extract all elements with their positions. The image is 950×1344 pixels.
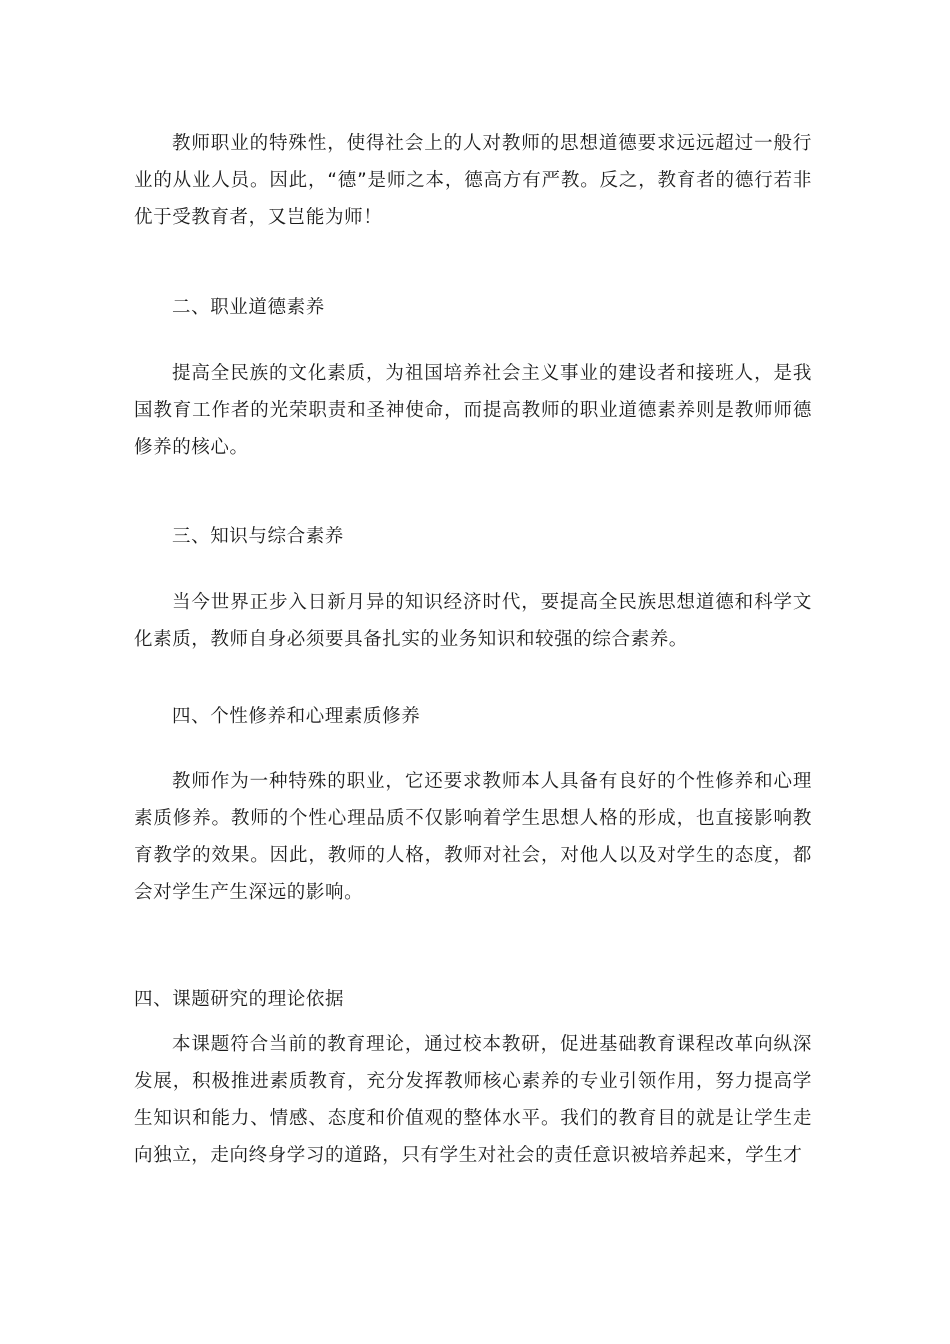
heading-personality-psychology: 四、个性修养和心理素质修养	[172, 706, 421, 727]
heading-professional-ethics: 二、职业道德素养	[172, 297, 325, 318]
heading-theoretical-basis: 四、课题研究的理论依据	[134, 989, 345, 1010]
paragraph-theoretical-basis: 本课题符合当前的教育理论，通过校本教研，促进基础教育课程改革向纵深发展，积极推进素质教育，充分发挥教师核心素养的专业引领作用，努力提高学生知识和能力、情感、态度和价值观的整体水平。我们的教育目的就是让学生走向独立，走向终身学习的道路，只有学生对社会的责任意识被培养起来，学生才	[134, 1034, 812, 1166]
paragraph-teacher-profession: 教师职业的特殊性，使得社会上的人对教师的思想道德要求远远超过一般行业的从业人员。因此，“德”是师之本，德高方有严教。反之，教育者的德行若非优于受教育者，又岂能为师！	[134, 133, 812, 228]
heading-knowledge-literacy: 三、知识与综合素养	[172, 526, 344, 547]
paragraph-professional-ethics: 提高全民族的文化素质，为祖国培养社会主义事业的建设者和接班人，是我国教育工作者的光荣职责和圣神使命，而提高教师的职业道德素养则是教师师德修养的核心。	[134, 363, 812, 458]
paragraph-personality-psychology: 教师作为一种特殊的职业，它还要求教师本人具备有良好的个性修养和心理素质修养。教师的个性心理品质不仅影响着学生思想人格的形成，也直接影响教育教学的效果。因此，教师的人格，教师对社会，对他人以及对学生的态度，都会对学生产生深远的影响。	[134, 771, 812, 903]
paragraph-knowledge-literacy: 当今世界正步入日新月异的知识经济时代，要提高全民族思想道德和科学文化素质，教师自身必须要具备扎实的业务知识和较强的综合素养。	[134, 592, 812, 650]
